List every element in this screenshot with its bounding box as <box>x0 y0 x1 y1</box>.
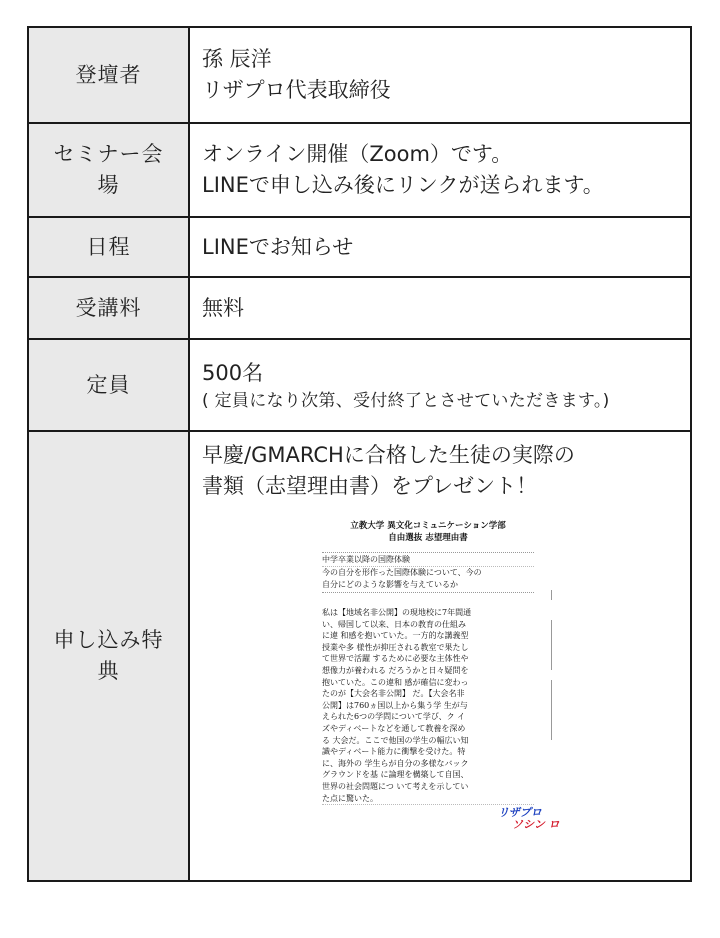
fee-value-text: 無料 <box>202 295 244 320</box>
benefit-label <box>28 431 189 881</box>
schedule-value <box>189 217 691 277</box>
capacity-label <box>28 339 189 431</box>
row-schedule <box>28 217 691 277</box>
essay-prompt-heading: 中学卒業以降の国際体験 <box>322 554 534 567</box>
row-speaker <box>28 27 691 123</box>
benefit-label-line1: 申し込み特 <box>53 628 164 652</box>
essay-body-line: 公開】は760ヵ国以上から集う学 生が与 <box>322 700 468 710</box>
venue-value <box>189 123 691 217</box>
margin-mark <box>551 590 552 600</box>
logo-text-bottom: ソシン ロ <box>512 818 560 832</box>
benefit-line2: 書類（志望理由書）をプレゼント！ <box>202 474 538 498</box>
essay-body-line: 世界の社会問題につ いて考えを示してい <box>322 781 469 791</box>
venue-line2: LINEで申し込み後にリンクが送られます。 <box>202 173 604 197</box>
schedule-label-text: 日程 <box>86 234 131 259</box>
speaker-value <box>189 27 691 123</box>
row-capacity <box>28 339 691 431</box>
essay-body-line: ズやディベートなどを通して教養を深め <box>322 723 466 733</box>
venue-label-line2: 場 <box>97 173 120 197</box>
venue-label <box>28 123 189 217</box>
essay-prompt-line1: 今の自分を形作った国際体験について、今の <box>322 568 482 577</box>
essay-body-line: グラウンドを基 に論理を構築して自国、 <box>322 770 469 780</box>
row-benefit <box>28 431 691 881</box>
capacity-value <box>189 339 691 431</box>
essay-prompt-line2: 自分にどのような影響を与えているか <box>322 580 458 589</box>
essay-body-line: 抱いていた。この違和 感が確信に変わっ <box>322 677 469 687</box>
essay-body-line: た点に驚いた。 <box>322 793 378 803</box>
venue-label-line1: セミナー会 <box>53 142 164 166</box>
margin-mark <box>551 620 552 670</box>
speaker-name: 孫 辰洋 <box>202 47 272 71</box>
essay-body-line: たのが【大会名非公開】 だ。【大会名非 <box>322 689 465 699</box>
speaker-title: リザプロ代表取締役 <box>202 78 391 102</box>
essay-body-line: に違 和感を抱いていた。一方的な講義型 <box>322 631 469 641</box>
capacity-label-text: 定員 <box>86 372 131 397</box>
essay-body <box>322 607 534 805</box>
essay-title-line2: 自由選抜 志望理由書 <box>388 533 468 543</box>
venue-line1: オンライン開催（Zoom）です。 <box>202 142 513 166</box>
schedule-label <box>28 217 189 277</box>
fee-value <box>189 277 691 339</box>
essay-title <box>322 520 534 544</box>
fee-label-text: 受講料 <box>75 295 142 320</box>
schedule-value-text: LINEでお知らせ <box>202 234 354 259</box>
benefit-text <box>202 432 690 502</box>
benefit-label-line2: 典 <box>97 659 120 683</box>
essay-body-line: 想像力が養われる だろうかと日々疑問を <box>322 665 469 675</box>
essay-body-line: い、帰国して以来、日本の教育の仕組み <box>322 619 466 629</box>
essay-body-line: て世界で活躍 するために必要な主体性や <box>322 654 469 664</box>
speaker-label-text: 登壇者 <box>75 62 142 87</box>
essay-body-line: る 大会だ。ここで他国の学生の幅広い知 <box>322 735 469 745</box>
benefit-line1: 早慶/GMARCHに合格した生徒の実際の <box>202 443 575 467</box>
benefit-value <box>189 431 691 881</box>
essay-body-line: えられた6つの学問について学び、ク イ <box>322 712 466 722</box>
fee-label <box>28 277 189 339</box>
lizapro-logo <box>498 797 562 832</box>
row-fee <box>28 277 691 339</box>
essay-body-line: 授業や多 様性が抑圧される教室で果たし <box>322 642 469 652</box>
capacity-count: 500名 <box>202 360 264 385</box>
essay-document-image <box>322 520 560 832</box>
essay-prompt <box>322 552 534 593</box>
margin-mark <box>551 680 552 740</box>
essay-body-line: に、海外の 学生らが自分の多様なバック <box>322 758 469 768</box>
speaker-label <box>28 27 189 123</box>
seminar-info-table <box>27 26 692 882</box>
row-venue <box>28 123 691 217</box>
essay-title-line1: 立教大学 異文化コミュニケーション学部 <box>350 521 506 531</box>
essay-body-line: 識やディベート能力に衝撃を受けた。特 <box>322 747 466 757</box>
logo-text-top: リザプロ <box>498 806 542 820</box>
essay-body-line: 私は【地域名非公開】の現地校に7年間通 <box>322 608 472 617</box>
capacity-note: ( 定員になり次第、受付終了とさせていただきます。) <box>202 390 610 411</box>
